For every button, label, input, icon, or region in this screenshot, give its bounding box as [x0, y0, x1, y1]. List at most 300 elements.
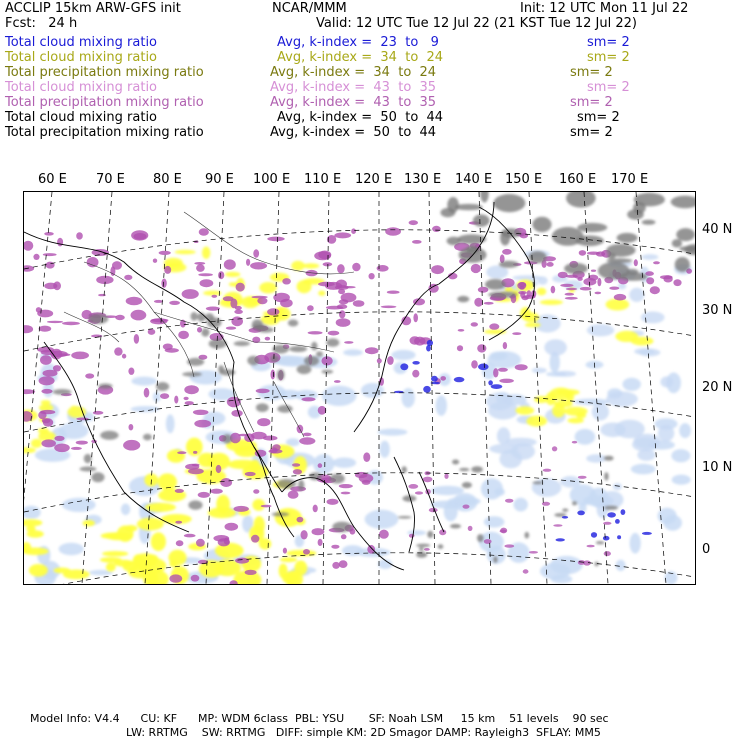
cloud-blob [607, 512, 616, 517]
cloud-blob [98, 383, 112, 388]
cloud-blob [671, 449, 690, 462]
meridian-line [479, 192, 491, 584]
cloud-blob [504, 544, 514, 547]
cloud-blob [218, 271, 224, 279]
cloud-blob [568, 418, 584, 424]
cloud-blob [318, 463, 323, 468]
cloud-blob [488, 401, 518, 419]
cloud-blob [597, 278, 601, 286]
cloud-blob [143, 434, 152, 441]
cloud-blob [223, 296, 234, 301]
cloud-blob [416, 544, 430, 547]
cloud-blob [46, 262, 55, 269]
legend-row-1-sm: sm= 2 [587, 50, 630, 65]
cloud-blob [627, 269, 639, 275]
legend-row-4-sm: sm= 2 [570, 95, 613, 110]
cloud-blob [59, 543, 84, 555]
cloud-blob [675, 257, 690, 272]
cloud-blob [493, 194, 525, 212]
cloud-blob [333, 458, 357, 468]
cloud-blob [292, 463, 300, 466]
cloud-blob [473, 214, 490, 226]
legend-row-6-sm: sm= 2 [570, 125, 613, 140]
cloud-blob [505, 499, 513, 503]
cloud-blob [84, 454, 92, 463]
cloud-blob [604, 506, 618, 510]
cloud-blob [159, 251, 171, 255]
cloud-blob [363, 452, 370, 462]
cloud-blob [334, 232, 351, 238]
cloud-blob [423, 386, 431, 393]
lat-lon-grid [24, 192, 695, 584]
cloud-blob [257, 297, 267, 304]
cloud-blob [343, 349, 363, 356]
cloud-blob [277, 369, 285, 380]
cloud-blob [522, 296, 529, 300]
lat-label: 0 [702, 542, 711, 557]
cloud-blob [100, 557, 122, 563]
cloud-blob [193, 451, 197, 454]
cloud-blob [512, 332, 521, 335]
legend-row-6-avg: Avg, k-index = 50 to 44 [270, 125, 437, 140]
cloud-blob [337, 264, 345, 273]
cloud-blob [40, 355, 52, 365]
cloud-blob [206, 307, 220, 311]
cloud-blob [641, 312, 665, 324]
cloud-blob [43, 253, 57, 256]
cloud-blob [176, 540, 184, 546]
cloud-blob [444, 474, 448, 479]
cloud-blob [426, 345, 431, 352]
cloud-blob [448, 497, 481, 506]
cloud-blob [537, 288, 547, 296]
cloud-blob [297, 517, 304, 523]
cloud-blob [577, 223, 607, 232]
legend-row-5-label: Total cloud mixing ratio [5, 110, 158, 125]
cloud-blob [184, 397, 189, 400]
lat-label: 30 N [702, 303, 733, 318]
cloud-blob [409, 220, 418, 225]
cloud-blob [558, 272, 568, 278]
cloud-blob [93, 411, 104, 415]
cloud-blob [177, 451, 186, 454]
cloud-blob [587, 324, 614, 336]
lon-label: 70 E [96, 172, 125, 187]
cloud-blob [379, 530, 389, 539]
cloud-blob [532, 217, 551, 232]
cloud-blob [552, 404, 565, 418]
cloud-blob [660, 376, 673, 387]
cloud-blob [474, 298, 483, 307]
cloud-blob [591, 532, 597, 538]
cloud-blob [639, 349, 661, 357]
cloud-blob [33, 254, 39, 260]
cloud-blob [478, 287, 489, 293]
cloud-blob [579, 250, 586, 256]
cloud-blob [267, 237, 284, 242]
cloud-blob [253, 249, 259, 258]
cloud-blob [257, 327, 273, 333]
cloud-blob [423, 477, 433, 483]
cloud-blob [245, 472, 256, 476]
cloud-blob [419, 547, 424, 550]
cloud-blob [106, 532, 133, 540]
cloud-blob [484, 539, 492, 544]
cloud-blob [42, 418, 50, 423]
cloud-blob [532, 481, 543, 484]
cloud-blob [289, 346, 307, 352]
cloud-blob [596, 541, 605, 544]
cloud-blob [516, 406, 535, 415]
cloud-blob [412, 361, 419, 365]
model-title: ACCLIP 15km ARW-GFS init [5, 1, 181, 16]
cloud-blob [41, 400, 51, 405]
cloud-blob [215, 543, 244, 559]
cloud-blob [471, 360, 478, 368]
cloud-blob [518, 282, 526, 287]
cloud-blob [114, 347, 122, 355]
cloud-blob [231, 410, 242, 417]
cloud-blob [91, 472, 104, 482]
cloud-blob [351, 228, 356, 234]
cloud-blob [532, 368, 547, 374]
cloud-blob [234, 506, 249, 512]
cloud-blob [498, 368, 508, 372]
cloud-blob [338, 289, 345, 294]
cloud-blob [502, 249, 512, 255]
cloud-blob [577, 511, 585, 516]
cloud-blob [525, 532, 530, 539]
cloud-blob [224, 259, 236, 269]
cloud-blob [679, 423, 691, 438]
cloud-blob [630, 533, 641, 554]
lon-label: 90 E [205, 172, 234, 187]
cloud-blob [123, 561, 138, 572]
cloud-blob [208, 507, 236, 518]
cloud-blob [154, 300, 163, 303]
cloud-blob [29, 564, 48, 577]
cloud-blob [562, 516, 568, 519]
cloud-blob [576, 413, 586, 419]
cloud-blob [544, 339, 567, 356]
cloud-blob [604, 472, 608, 480]
cloud-blob [616, 560, 626, 571]
cloud-blob [454, 377, 465, 382]
cloud-blob [76, 232, 83, 239]
cloud-blob [336, 318, 351, 327]
cloud-blob [226, 327, 236, 330]
cloud-blob [603, 522, 611, 525]
cloud-blob [43, 370, 58, 377]
legend-row-2-sm: sm= 2 [570, 65, 613, 80]
cloud-blob [580, 287, 592, 291]
cloud-blob [200, 279, 214, 287]
cloud-blob [313, 454, 334, 474]
cloud-blob [236, 283, 245, 292]
cloud-blob [540, 300, 563, 305]
cloud-blob [245, 570, 257, 575]
cloud-blob [606, 244, 635, 257]
cloud-blob [26, 526, 35, 532]
cloud-blob [621, 509, 626, 515]
cloud-blob [566, 192, 596, 208]
lon-label: 150 E [505, 172, 543, 187]
cloud-blob [381, 306, 397, 309]
cloud-blob [672, 239, 682, 247]
cloud-blob [326, 338, 339, 346]
cloud-blob [532, 478, 562, 497]
cloud-blob [54, 436, 64, 441]
cloud-blob [478, 364, 489, 371]
cloud-blob [182, 289, 199, 299]
legend-row-3-sm: sm= 2 [587, 80, 630, 95]
cloud-blob [327, 499, 339, 505]
cloud-blob [184, 385, 199, 394]
cloud-blob [175, 521, 182, 524]
cloud-blob [131, 230, 148, 240]
cloud-blob [457, 296, 469, 302]
cloud-blob [566, 288, 577, 290]
yellow-cloud-field [24, 247, 653, 585]
cloud-blob [377, 265, 389, 272]
cloud-blob [402, 388, 415, 408]
cloud-blob [299, 437, 315, 444]
cloud-blob [650, 286, 660, 294]
cloud-blob [332, 562, 340, 569]
cloud-blob [250, 262, 267, 269]
forecast-hour: Fcst: 24 h [5, 16, 78, 31]
cloud-blob [500, 530, 507, 533]
cloud-blob [527, 290, 532, 297]
cloud-blob [267, 308, 279, 315]
cloud-blob [332, 522, 351, 533]
cloud-blob [76, 441, 88, 445]
cloud-blob [588, 275, 598, 281]
cloud-blob [272, 345, 288, 354]
cloud-blob [213, 535, 229, 542]
cloud-blob [212, 295, 218, 298]
cloud-blob [257, 418, 270, 426]
cloud-blob [339, 484, 353, 488]
cloud-blob [471, 264, 481, 273]
cloud-blob [167, 449, 185, 463]
cloud-blob [380, 441, 390, 458]
cloud-blob [551, 286, 556, 294]
cloud-blob [251, 535, 259, 543]
cloud-blob [629, 288, 644, 302]
cloud-blob [83, 520, 95, 526]
cloud-blob [54, 568, 71, 574]
forecast-map [23, 191, 696, 585]
cloud-blob [468, 526, 473, 531]
cloud-blob [308, 331, 323, 334]
cloud-blob [525, 323, 541, 328]
cloud-blob [447, 237, 461, 246]
cloud-blob [459, 468, 469, 471]
cloud-blob [279, 564, 288, 579]
cloud-blob [642, 220, 656, 225]
cloud-blob [387, 356, 394, 365]
cloud-blob [491, 384, 503, 389]
cloud-blob [493, 368, 498, 377]
cloud-blob [477, 534, 484, 542]
cloud-blob [632, 438, 658, 452]
cloud-blob [432, 226, 441, 232]
cloud-blob [98, 294, 106, 296]
cloud-blob [87, 257, 99, 267]
cloud-blob [441, 208, 456, 217]
cloud-blob [166, 414, 175, 433]
cloud-blob [191, 575, 200, 582]
cloud-blob [606, 299, 630, 311]
cloud-blob [462, 482, 472, 488]
cloud-blob [322, 356, 333, 365]
cloud-blob [169, 301, 180, 305]
cloud-blob [203, 291, 221, 296]
cloud-blob [303, 263, 320, 268]
cloud-blob [297, 365, 312, 374]
cloud-blob [362, 480, 371, 485]
cloud-blob [471, 466, 483, 472]
cloud-blob [41, 389, 52, 394]
lon-label: 60 E [38, 172, 67, 187]
legend-row-2-avg: Avg, k-index = 34 to 24 [270, 65, 437, 80]
legend-row-3-label: Total cloud mixing ratio [5, 80, 158, 95]
cloud-blob [493, 556, 497, 563]
cloud-blob [484, 516, 505, 527]
cloud-blob [440, 376, 446, 381]
cloud-blob [106, 563, 116, 572]
cloud-blob [634, 259, 638, 266]
lon-label: 170 E [611, 172, 649, 187]
cloud-blob [303, 433, 312, 437]
cloud-blob [587, 545, 595, 548]
legend-row-0-sm: sm= 2 [587, 35, 630, 50]
cloud-blob [160, 393, 169, 399]
cloud-blob [301, 397, 315, 401]
cloud-blob [339, 310, 345, 318]
cloud-blob [385, 227, 401, 236]
lon-label: 130 E [404, 172, 442, 187]
cloud-blob [62, 498, 96, 512]
cloud-blob [288, 320, 298, 327]
footer-model-info: Model Info: V4.4 CU: KF MP: WDM 6class PBL: YSU SF: Noah LSM 15 km 51 levels 90 sec [30, 712, 609, 725]
cloud-blob [294, 560, 307, 575]
cloud-blob [261, 505, 272, 508]
init-time: Init: 12 UTC Mon 11 Jul 22 [520, 1, 689, 16]
cloud-blob [562, 509, 568, 512]
cloud-blob [313, 505, 318, 513]
cloud-blob [235, 306, 242, 310]
cloud-blob [225, 272, 240, 277]
cloud-blob [676, 228, 695, 241]
cloud-blob [304, 356, 319, 366]
cloud-blob [613, 483, 622, 490]
lon-label: 100 E [253, 172, 291, 187]
cloud-blob [199, 228, 209, 236]
cloud-blob [556, 389, 580, 395]
cloud-blob [102, 551, 128, 556]
legend-row-2-label: Total precipitation mixing ratio [5, 65, 204, 80]
cloud-blob [603, 536, 610, 541]
cloud-blob [391, 350, 415, 360]
cloud-blob [414, 337, 425, 346]
cloud-blob [617, 535, 621, 539]
cloud-blob [556, 538, 565, 541]
cloud-blob [452, 460, 459, 465]
cloud-blob [604, 551, 611, 556]
cloud-blob [175, 250, 196, 254]
cloud-blob [402, 466, 407, 473]
cloud-blob [222, 434, 232, 443]
cloud-blob [54, 444, 70, 453]
cloud-blob [85, 373, 94, 378]
cloud-blob [24, 241, 33, 251]
cloud-blob [623, 378, 641, 391]
cloud-blob [609, 287, 619, 290]
cloud-blob [499, 379, 514, 383]
cloud-blob [153, 259, 157, 263]
cloud-blob [337, 304, 348, 309]
cloud-blob [631, 464, 656, 475]
cloud-blob [283, 548, 287, 554]
cloud-blob [339, 560, 348, 568]
cloud-blob [587, 252, 600, 255]
legend-row-3-avg: Avg, k-index = 43 to 35 [270, 80, 437, 95]
cloud-blob [529, 551, 538, 554]
cloud-blob [540, 563, 570, 580]
legend-row-5-avg: Avg, k-index = 50 to 44 [277, 110, 444, 125]
cloud-blob [663, 515, 682, 531]
cloud-blob [339, 299, 349, 304]
cloud-blob [175, 489, 184, 493]
lon-label: 140 E [455, 172, 493, 187]
cloud-blob [270, 355, 278, 362]
cloud-blob [318, 291, 325, 296]
cloud-blob [259, 282, 277, 293]
cloud-blob [450, 524, 461, 528]
cloud-blob [591, 270, 596, 272]
cloud-blob [269, 449, 283, 453]
cloud-blob [429, 508, 438, 512]
cloud-blob [198, 273, 213, 276]
lon-label: 120 E [355, 172, 393, 187]
cloud-blob [112, 261, 122, 270]
cloud-blob [197, 327, 202, 333]
cloud-blob [400, 363, 408, 370]
cloud-blob [156, 382, 169, 391]
cloud-blob [57, 238, 63, 247]
cloud-blob [471, 322, 478, 326]
cloud-blob [188, 500, 202, 509]
cloud-blob [322, 386, 357, 406]
cloud-blob [131, 377, 156, 386]
cloud-blob [554, 371, 576, 377]
cloud-blob [134, 334, 139, 344]
cloud-blob [191, 312, 198, 321]
cloud-blob [653, 261, 660, 264]
cloud-blob [601, 491, 624, 508]
cloud-blob [316, 351, 323, 357]
lat-label: 40 N [702, 222, 733, 237]
cloud-blob [202, 247, 210, 259]
cloud-blob [235, 558, 249, 564]
legend-row-5-sm: sm= 2 [577, 110, 620, 125]
cloud-blob [331, 545, 339, 549]
lon-label: 80 E [153, 172, 182, 187]
cloud-blob [671, 196, 695, 209]
cloud-blob [600, 423, 625, 438]
